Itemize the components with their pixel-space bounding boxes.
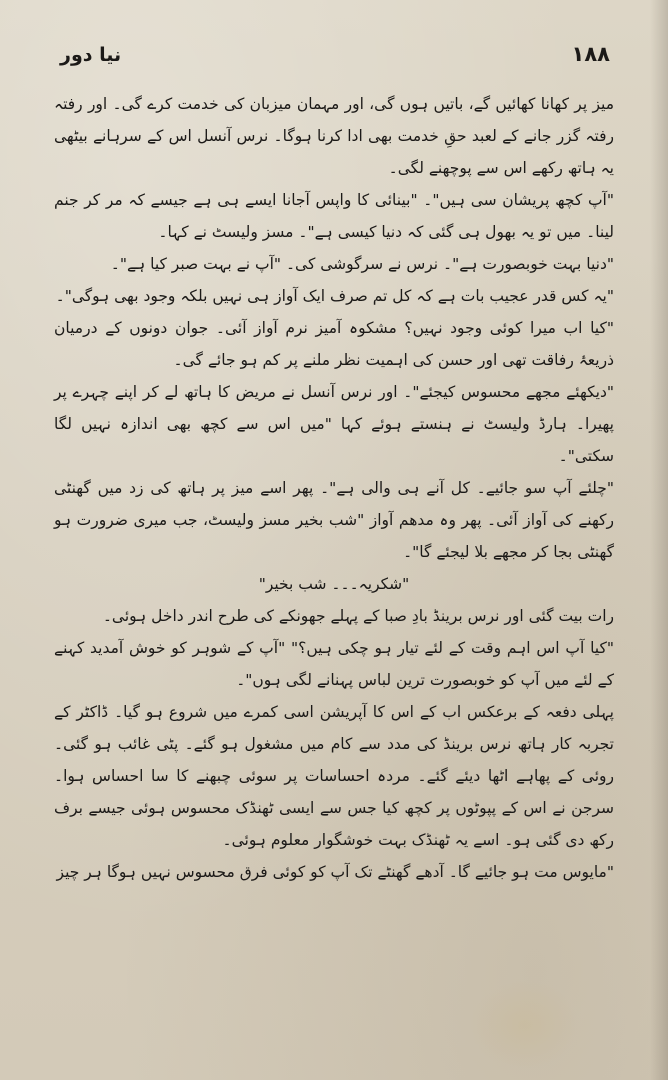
paragraph: "آپ کچھ پریشان سی ہیں"۔ "بینائی کا واپس آجانا ایسے ہی ہے جیسے کہ مر کر جنم لینا۔ میں تو یہ بھول ہی گئی کہ دنیا کیسی ہے"۔ مسز ولیسٹ نے کہا۔ bbox=[54, 191, 614, 241]
paragraph: پہلی دفعہ کے برعکس اب کے اس کا آپریشن اسی کمرے میں شروع ہو گیا۔ ڈاکٹر کے تجربہ کار ہاتھ نرس برینڈ کی مدد سے کام میں مشغول ہو گئے۔ پٹی غائب ہو گئی۔ روئی کے پھاہے اٹھا دیئے گئے۔ مردہ احساسات پر سوئی چبھنے کا سا احساس ہوا۔ سرجن نے اس کے پپوٹوں پر کچھ کیا جس سے ایسی ٹھنڈک محسوس ہوئی جیسے برف رکھ دی گئی ہو۔ اسے یہ ٹھنڈک بہت خوشگوار معلوم ہوئی۔ bbox=[54, 703, 614, 849]
paragraph: رات بیت گئی اور نرس برینڈ بادِ صبا کے پہلے جھونکے کی طرح اندر داخل ہوئی۔ bbox=[102, 607, 614, 625]
paragraph: "چلئے آپ سو جائیے۔ کل آنے ہی والی ہے"۔ پھر اسے میز پر ہاتھ کی زد میں گھنٹی رکھنے کی آواز آئی۔ پھر وہ مدھم آواز "شب بخیر مسز ولیسٹ، جب میری ضرورت ہو گھنٹی بجا کر مجھے بلا لیجئے گا"۔ bbox=[54, 479, 614, 561]
paragraph: "یہ کس قدر عجیب بات ہے کہ کل تم صرف ایک آواز ہی نہیں بلکہ وجود بھی ہوگی"۔ bbox=[55, 287, 614, 305]
spine-shadow bbox=[650, 0, 668, 1080]
body-text bbox=[54, 88, 614, 1020]
paragraph: "دیکھئے مجھے محسوس کیجئے"۔ اور نرس آنسل نے مریض کا ہاتھ لے کر اپنے چہرے پر پھیرا۔ ہارڈ ولیسٹ نے ہنستے ہوئے کہا "میں اس سے کچھ بھی اندازہ نہیں لگا سکتی"۔ bbox=[54, 383, 614, 465]
page-number: ۱۸۸ bbox=[571, 42, 610, 66]
paragraph: "شکریہ۔۔۔ شب بخیر" bbox=[258, 575, 410, 593]
running-title: نیا دور bbox=[60, 44, 122, 66]
paragraph: "مایوس مت ہو جائیے گا۔ آدھے گھنٹے تک آپ کو کوئی فرق محسوس نہیں ہوگا ہر چیز bbox=[56, 863, 614, 881]
paragraph: "کیا اب میرا کوئی وجود نہیں؟ مشکوہ آمیز نرم آواز آئی۔ جوان دونوں کے درمیان ذریعۂ رفاقت تھی اور حسن کی اہمیت نظر ملنے پر کم ہو جائے گی۔ bbox=[54, 319, 614, 369]
paragraph: "کیا آپ اس اہم وقت کے لئے تیار ہو چکی ہیں؟" "آپ کے شوہر کو خوش آمدید کہنے کے لئے میں آپ کو خوبصورت ترین لباس پہنانے لگی ہوں"۔ bbox=[54, 639, 614, 689]
paragraph: "دنیا بہت خوبصورت ہے"۔ نرس نے سرگوشی کی۔ "آپ نے بہت صبر کیا ہے"۔ bbox=[110, 255, 614, 273]
page-header bbox=[60, 40, 610, 76]
paragraph: میز پر کھانا کھائیں گے، باتیں ہوں گی، اور مہمان میزبان کی خدمت کرے گی۔ اور رفتہ رفتہ گزر جانے کے لعبد حقِ خدمت بھی ادا کرنا ہوگا۔ نرس آنسل اس کے سرہانے بیٹھی یہ ہاتھ رکھے اس سے پوچھنے لگی۔ bbox=[54, 95, 614, 177]
